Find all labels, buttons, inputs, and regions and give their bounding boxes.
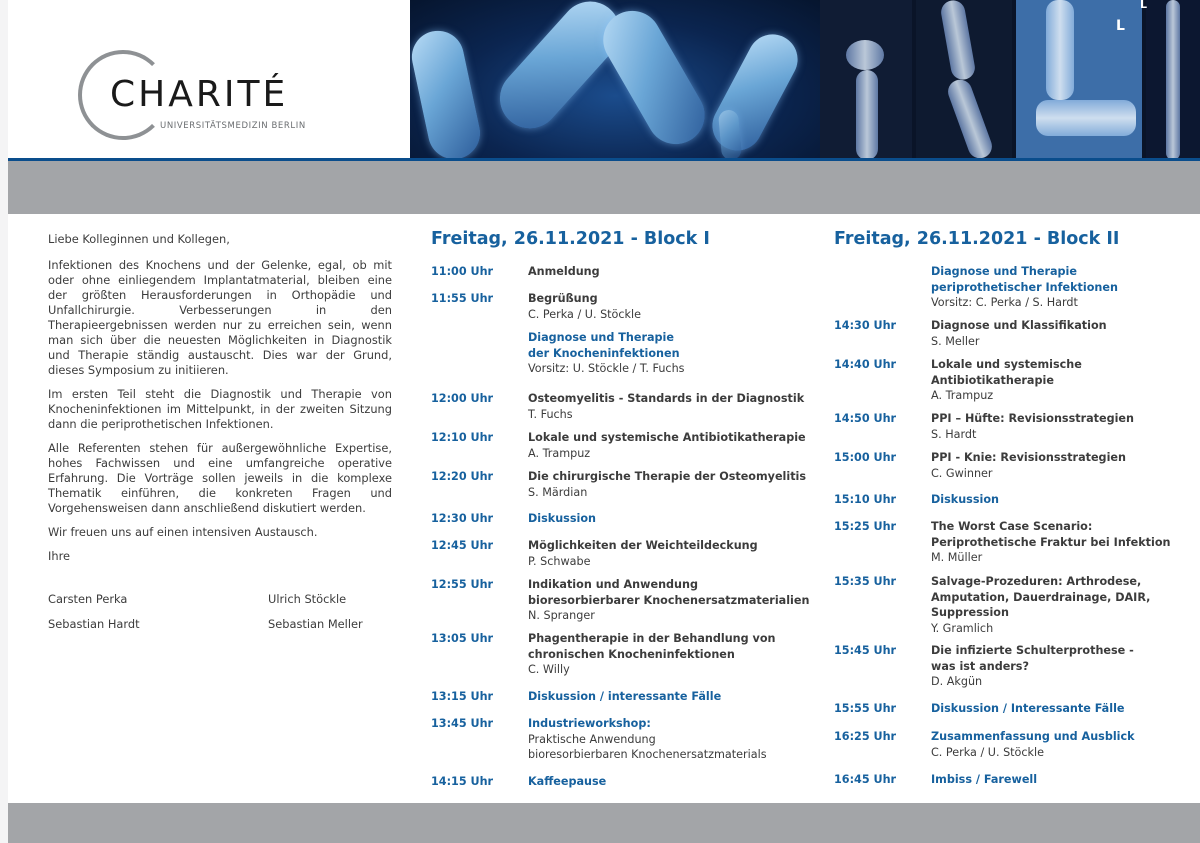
schedule-title: Kaffeepause — [528, 775, 607, 788]
schedule-title: The Worst Case Scenario: — [931, 520, 1093, 533]
schedule-title: was ist anders? — [931, 659, 1029, 673]
schedule-title: Indikation und Anwendung — [528, 578, 698, 591]
schedule-content — [931, 574, 1150, 636]
xray-foot — [1016, 0, 1142, 160]
block-title: Freitag, 26.11.2021 - Block II — [834, 229, 1120, 249]
schedule-row — [431, 511, 811, 527]
schedule-time: 15:00 Uhr — [834, 451, 897, 464]
xray-image — [820, 0, 1200, 160]
schedule-content — [931, 643, 1134, 690]
schedule-content — [528, 689, 721, 705]
schedule-title: Zusammenfassung und Ausblick — [931, 730, 1135, 743]
schedule-detail: P. Schwabe — [528, 554, 591, 568]
schedule-content — [931, 492, 999, 508]
schedule-title: Suppression — [931, 606, 1009, 619]
schedule-content — [931, 450, 1126, 481]
schedule-title: PPI - Knie: Revisionsstrategien — [931, 451, 1126, 464]
schedule-title: chronischen Knocheninfektionen — [528, 647, 735, 661]
schedule-content — [528, 430, 806, 461]
signature-name: Carsten Perka — [48, 592, 128, 606]
schedule-content — [931, 411, 1134, 442]
schedule-title: bioresorbierbarer Knochenersatzmaterialien — [528, 593, 810, 607]
schedule-content — [528, 511, 596, 527]
schedule-row — [431, 469, 811, 500]
letter-paragraph: Im ersten Teil steht die Diagnostik und Therapie von Knocheninfektionen im Mittelpunkt, in der zweiten Sitzung dann die periprothetischen Infektionen. — [48, 387, 392, 431]
schedule-detail: S. Meller — [931, 334, 980, 348]
schedule-title: Periprothetische Fraktur bei Infektion — [931, 535, 1171, 549]
schedule-content — [931, 701, 1125, 717]
schedule-title: Diskussion — [528, 512, 596, 525]
program-block-1 — [431, 229, 811, 799]
schedule-content — [528, 716, 767, 763]
schedule-title: Diskussion / interessante Fälle — [528, 690, 722, 703]
bacterium-shape — [704, 26, 807, 160]
schedule-detail: A. Trampuz — [528, 446, 591, 460]
schedule-time: 15:55 Uhr — [834, 702, 897, 715]
schedule-row — [834, 264, 1200, 311]
xray-knee — [916, 0, 1012, 160]
schedule-time: 15:10 Uhr — [834, 493, 897, 506]
schedule-row — [431, 774, 811, 790]
welcome-letter — [48, 232, 392, 573]
schedule-title: der Knocheninfektionen — [528, 346, 680, 360]
schedule-title: Anmeldung — [528, 265, 600, 278]
bacterium-shape — [410, 26, 485, 160]
schedule-row — [431, 430, 811, 461]
schedule-time: 13:45 Uhr — [431, 717, 494, 730]
schedule-row — [431, 631, 811, 678]
signature-name: Sebastian Meller — [268, 617, 363, 631]
schedule-detail: Y. Gramlich — [931, 621, 994, 635]
schedule-detail: C. Perka / U. Stöckle — [528, 307, 642, 321]
schedule-detail: Praktische Anwendung — [528, 732, 656, 746]
schedule-content — [528, 330, 685, 377]
schedule-title: Die chirurgische Therapie der Osteomyelitis — [528, 470, 807, 483]
schedule-row — [431, 391, 811, 422]
schedule-content — [931, 772, 1037, 788]
letter-paragraph: Alle Referenten stehen für außergewöhnliche Expertise, hohes Fachwissen und eine umfangreiche operative Erfahrung. Die Vorträge sollen jeweils in die komplexe Thematik einführen, die konkreten Fragen und Vorgehensweisen dann anschließend diskutiert werden. — [48, 441, 392, 515]
xray-leg — [1140, 0, 1200, 160]
schedule-detail: S. Hardt — [931, 427, 977, 441]
letter-paragraph: Infektionen des Knochens und der Gelenke, egal, ob mit oder ohne einliegendem Implantatmaterial, bleiben eine der größten Herausforderungen in Orthopädie und Unfallchirurgie. Verbesserungen in den Therapieergebnissen werden nur zu erreichen sein, wenn man sich über die neuesten Möglichkeiten in Diagnostik und Therapie ständig austauscht. Dies war der Grund, dieses Symposium zu initiieren. — [48, 258, 392, 377]
schedule-time: 13:05 Uhr — [431, 632, 494, 645]
schedule-content — [931, 357, 1082, 404]
schedule-row — [834, 492, 1200, 508]
schedule-title: Lokale und systemische Antibiotikatherapie — [528, 431, 806, 444]
schedule-time: 14:50 Uhr — [834, 412, 897, 425]
xray-marker-label: L — [1140, 0, 1148, 11]
header — [8, 0, 1200, 160]
schedule-row — [834, 701, 1200, 717]
schedule-content — [931, 729, 1135, 760]
schedule-title: PPI – Hüfte: Revisionsstrategien — [931, 412, 1134, 425]
schedule-title: Begrüßung — [528, 292, 598, 305]
letter-greeting: Liebe Kolleginnen und Kollegen, — [48, 232, 230, 246]
schedule-time: 15:25 Uhr — [834, 520, 897, 533]
schedule-row — [834, 411, 1200, 442]
schedule-detail: Vorsitz: U. Stöckle / T. Fuchs — [528, 362, 685, 375]
schedule-title: Diagnose und Therapie — [931, 265, 1077, 278]
schedule-time: 15:45 Uhr — [834, 644, 897, 657]
schedule-row — [431, 264, 811, 280]
schedule-row — [834, 729, 1200, 760]
schedule-detail: S. Märdian — [528, 485, 588, 499]
schedule-title: Imbiss / Farewell — [931, 773, 1038, 786]
schedule-content — [931, 264, 1118, 311]
schedule-row — [834, 519, 1200, 566]
bacterium-shape — [593, 0, 716, 155]
schedule-time: 15:35 Uhr — [834, 575, 897, 588]
schedule-row — [431, 577, 811, 624]
schedule-row — [431, 330, 811, 377]
schedule-time: 11:55 Uhr — [431, 292, 494, 305]
schedule-time: 12:30 Uhr — [431, 512, 494, 525]
schedule-content — [528, 577, 809, 624]
xray-marker-label: L — [1116, 18, 1125, 34]
schedule-title: Phagentherapie in der Behandlung von — [528, 632, 776, 645]
schedule-title: periprothetischer Infektionen — [931, 280, 1118, 294]
schedule-detail: N. Spranger — [528, 609, 595, 622]
schedule-row — [834, 574, 1200, 636]
schedule-time: 12:45 Uhr — [431, 539, 494, 552]
schedule-title: Die infizierte Schulterprothese - — [931, 644, 1134, 657]
schedule-time: 14:40 Uhr — [834, 358, 897, 371]
schedule-content — [528, 538, 758, 569]
schedule-detail: C. Gwinner — [931, 466, 993, 480]
schedule-time: 16:25 Uhr — [834, 730, 897, 743]
logo — [8, 0, 410, 160]
schedule-row — [834, 772, 1200, 788]
schedule-row — [834, 643, 1200, 690]
schedule-detail: Vorsitz: C. Perka / S. Hardt — [931, 296, 1078, 309]
schedule-time: 12:10 Uhr — [431, 431, 494, 444]
schedule-row — [834, 357, 1200, 404]
schedule-time: 14:15 Uhr — [431, 775, 494, 788]
schedule-time: 14:30 Uhr — [834, 319, 897, 332]
schedule-title: Salvage-Prozeduren: Arthrodese, — [931, 575, 1142, 588]
schedule-detail: C. Willy — [528, 663, 570, 676]
schedule-content — [528, 291, 641, 322]
schedule-detail: T. Fuchs — [528, 407, 573, 421]
block-title: Freitag, 26.11.2021 - Block I — [431, 229, 710, 249]
schedule-title: Amputation, Dauerdrainage, DAIR, — [931, 590, 1151, 604]
schedule-content — [528, 631, 775, 678]
schedule-detail: bioresorbierbaren Knochenersatzmaterials — [528, 748, 767, 761]
schedule-time: 11:00 Uhr — [431, 265, 494, 278]
schedule-content — [528, 774, 606, 790]
schedule-content — [931, 318, 1107, 349]
schedule-title: Osteomyelitis - Standards in der Diagnostik — [528, 392, 805, 405]
schedule-content — [528, 264, 600, 280]
xray-hip — [820, 0, 912, 160]
schedule-time: 12:00 Uhr — [431, 392, 494, 405]
bottom-gray-band — [8, 803, 1200, 843]
bacteria-image — [410, 0, 820, 160]
schedule-title: Diskussion — [931, 493, 999, 506]
schedule-title: Diskussion / Interessante Fälle — [931, 702, 1125, 715]
schedule-detail: C. Perka / U. Stöckle — [931, 745, 1045, 759]
schedule-title: Antibiotikatherapie — [931, 373, 1054, 387]
schedule-title: Diagnose und Klassifikation — [931, 319, 1107, 332]
schedule-detail: D. Akgün — [931, 675, 983, 688]
schedule-detail: M. Müller — [931, 551, 983, 564]
schedule-row — [431, 538, 811, 569]
signature-name: Ulrich Stöckle — [268, 592, 347, 606]
schedule-detail: A. Trampuz — [931, 389, 994, 402]
schedule-row — [431, 689, 811, 705]
schedule-row — [431, 291, 811, 322]
schedule-time: 12:20 Uhr — [431, 470, 494, 483]
signature-name: Sebastian Hardt — [48, 617, 140, 631]
schedule-time: 12:55 Uhr — [431, 578, 494, 591]
letter-paragraph: Wir freuen uns auf einen intensiven Austausch. — [48, 525, 318, 539]
program-sheet — [8, 0, 1200, 843]
schedule-title: Diagnose und Therapie — [528, 331, 674, 344]
schedule-title: Möglichkeiten der Weichteildeckung — [528, 539, 758, 552]
schedule-title: Industrieworkshop: — [528, 717, 651, 730]
letter-paragraph: Ihre — [48, 549, 71, 563]
schedule-row — [834, 318, 1200, 349]
schedule-row — [834, 450, 1200, 481]
schedule-content — [528, 469, 806, 500]
schedule-title: Lokale und systemische — [931, 358, 1082, 371]
top-gray-band — [8, 161, 1200, 214]
program-block-2 — [834, 229, 1200, 799]
logo-name: CHARITÉ — [110, 74, 289, 115]
schedule-content — [528, 391, 804, 422]
schedule-content — [931, 519, 1171, 566]
schedule-time: 16:45 Uhr — [834, 773, 897, 786]
logo-subtitle: UNIVERSITÄTSMEDIZIN BERLIN — [160, 121, 306, 131]
schedule-row — [431, 716, 811, 763]
schedule-time: 13:15 Uhr — [431, 690, 494, 703]
